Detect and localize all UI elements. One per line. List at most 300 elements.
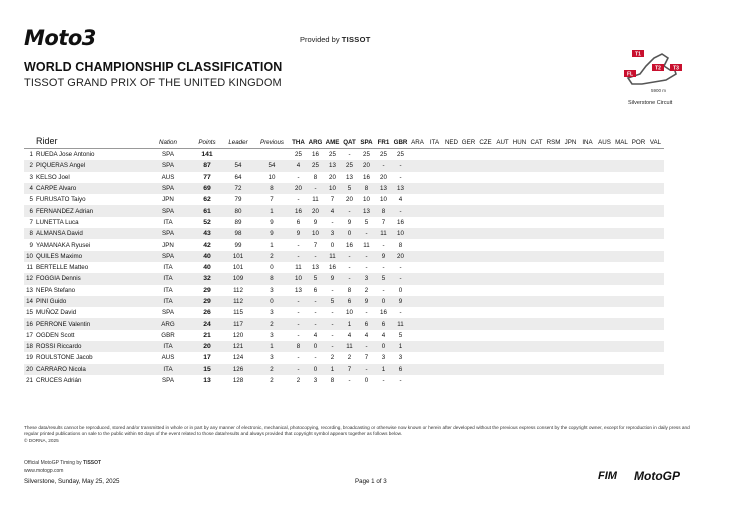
round-points: 7 <box>330 196 335 204</box>
round-points <box>494 239 511 250</box>
round-points <box>613 205 630 216</box>
round-points <box>596 285 613 296</box>
round-points: - <box>358 341 375 352</box>
round-points <box>511 172 528 183</box>
gap-to-previous: 0 <box>254 296 290 307</box>
round-points: 6 <box>375 318 392 329</box>
round-points <box>562 307 579 318</box>
round-points <box>528 375 545 386</box>
rider-name: FURUSATO Taiyo <box>36 196 86 204</box>
rider-points: 77 <box>203 173 211 181</box>
round-points <box>545 149 562 161</box>
round-points: - <box>341 251 358 262</box>
round-points: 7 <box>341 364 358 375</box>
gap-to-leader <box>222 149 254 161</box>
round-points <box>579 341 596 352</box>
round-points: 1 <box>392 341 409 352</box>
round-points <box>562 251 579 262</box>
gap-to-leader: 124 <box>232 354 244 362</box>
round-points <box>579 318 596 329</box>
round-points <box>494 285 511 296</box>
round-points <box>545 262 562 273</box>
round-points <box>443 205 460 216</box>
round-points <box>443 251 460 262</box>
round-points: 16 <box>380 309 387 317</box>
gap-to-leader: 121 <box>222 341 254 352</box>
table-row <box>24 251 664 262</box>
rider-nation: AUS <box>161 354 175 362</box>
round-points <box>460 228 477 239</box>
round-points <box>528 307 545 318</box>
round-points <box>647 239 664 250</box>
rider-position: 17 <box>26 331 33 339</box>
column-header-round: SPA <box>358 132 375 149</box>
gap-to-previous: 2 <box>270 377 274 385</box>
round-points <box>460 273 477 284</box>
round-points <box>443 375 460 386</box>
column-header-round: CAT <box>528 132 545 149</box>
table-row <box>24 194 664 205</box>
round-points: 8 <box>358 183 375 194</box>
round-points <box>477 296 494 307</box>
column-header-round: AME <box>324 132 341 149</box>
rider-name: KELSO Joel <box>36 173 70 181</box>
rider-position: 12 <box>24 273 36 284</box>
rider-position: 3 <box>29 173 33 181</box>
round-points <box>528 194 545 205</box>
gap-to-previous: 8 <box>254 273 290 284</box>
round-points <box>528 341 545 352</box>
round-points <box>443 262 460 273</box>
round-points <box>579 352 596 363</box>
rider-nation: ITA <box>163 286 173 294</box>
rider-position: 6 <box>24 205 36 216</box>
table-header-row <box>24 132 664 149</box>
round-points <box>409 273 426 284</box>
round-points <box>528 160 545 171</box>
column-header-round: INA <box>579 132 596 149</box>
round-points <box>613 251 630 262</box>
timing-label: Official MotoGP Timing by <box>24 460 82 466</box>
round-points: 6 <box>296 218 301 226</box>
column-header-round: POR <box>630 132 647 149</box>
rider-nation: ITA <box>144 296 192 307</box>
round-points <box>596 296 613 307</box>
round-points: 4 <box>313 331 318 339</box>
round-points <box>426 194 443 205</box>
round-points <box>460 149 477 161</box>
round-points <box>494 262 511 273</box>
round-points <box>511 285 528 296</box>
column-header-points: Points <box>192 132 222 149</box>
round-points: 11 <box>341 341 358 352</box>
round-points: 5 <box>324 296 341 307</box>
gap-to-previous: 1 <box>270 241 274 249</box>
rider-name: PERRONE Valentin <box>36 318 144 329</box>
round-points <box>528 251 545 262</box>
round-points <box>528 352 545 363</box>
round-points: - <box>382 241 385 249</box>
round-points <box>426 273 443 284</box>
rider-name: YAMANAKA Ryusei <box>36 241 91 249</box>
round-points <box>494 194 511 205</box>
round-points: 2 <box>296 377 301 385</box>
round-points <box>630 239 647 250</box>
round-points <box>579 251 596 262</box>
round-points <box>613 262 630 273</box>
round-points <box>409 296 426 307</box>
round-points <box>511 296 528 307</box>
round-points: - <box>307 296 324 307</box>
round-points <box>494 205 511 216</box>
table-row <box>24 318 664 329</box>
round-points <box>562 262 579 273</box>
rider-position: 5 <box>29 196 33 204</box>
round-points <box>511 183 528 194</box>
round-points: - <box>307 318 324 329</box>
round-points <box>596 149 613 161</box>
round-points <box>477 183 494 194</box>
round-points: 25 <box>363 151 370 159</box>
rider-position: 1 <box>29 151 33 159</box>
round-points <box>511 273 528 284</box>
column-header-round: ARA <box>409 132 426 149</box>
rider-nation: SPA <box>144 183 192 194</box>
round-points <box>545 364 562 375</box>
round-points: 10 <box>346 309 353 317</box>
round-points <box>426 307 443 318</box>
rider-nation: ITA <box>144 273 192 284</box>
round-points <box>562 341 579 352</box>
round-points <box>426 352 443 363</box>
round-points <box>460 364 477 375</box>
round-points <box>647 205 664 216</box>
round-points: 13 <box>392 183 409 194</box>
round-points <box>545 172 562 183</box>
rider-points: 42 <box>203 241 211 249</box>
gap-to-previous: 2 <box>254 251 290 262</box>
round-points: 5 <box>364 218 369 226</box>
round-points <box>562 228 579 239</box>
round-points: - <box>324 341 341 352</box>
round-points <box>630 228 647 239</box>
round-points <box>409 330 426 341</box>
round-points: - <box>399 377 402 385</box>
round-points: 20 <box>307 205 324 216</box>
round-points <box>477 194 494 205</box>
gap-to-leader: 101 <box>232 264 244 272</box>
round-points <box>477 239 494 250</box>
round-points: 10 <box>363 196 370 204</box>
round-points <box>426 341 443 352</box>
round-points: - <box>324 318 341 329</box>
gap-to-leader: 89 <box>234 218 242 226</box>
round-points <box>630 251 647 262</box>
round-points <box>579 160 596 171</box>
round-points <box>613 296 630 307</box>
round-points <box>511 228 528 239</box>
round-points <box>409 194 426 205</box>
gap-to-previous: 0 <box>270 264 274 272</box>
round-points: 5 <box>398 331 403 339</box>
round-points: - <box>358 251 375 262</box>
round-points <box>579 194 596 205</box>
round-points: 16 <box>329 264 336 272</box>
round-points: 10 <box>307 228 324 239</box>
round-points <box>647 318 664 329</box>
rider-points: 29 <box>192 296 222 307</box>
rider-points: 43 <box>192 228 222 239</box>
rider-points: 20 <box>192 341 222 352</box>
round-points: 13 <box>375 183 392 194</box>
table-row <box>24 262 664 273</box>
rider-nation: ITA <box>144 341 192 352</box>
round-points: 5 <box>307 273 324 284</box>
round-points <box>545 251 562 262</box>
motogp-logo: MotoGP <box>634 469 680 483</box>
rider-name: NEPA Stefano <box>36 286 76 294</box>
rider-points: 61 <box>192 205 222 216</box>
round-points: 13 <box>295 286 302 294</box>
round-points: - <box>392 205 409 216</box>
round-points <box>613 217 630 228</box>
round-points <box>443 194 460 205</box>
gap-to-leader: 112 <box>222 296 254 307</box>
round-points <box>511 330 528 341</box>
rider-position: 15 <box>26 309 33 317</box>
round-points <box>630 341 647 352</box>
round-points <box>647 273 664 284</box>
round-points <box>630 205 647 216</box>
round-points <box>426 251 443 262</box>
round-points <box>477 149 494 161</box>
round-points <box>545 194 562 205</box>
round-points <box>562 318 579 329</box>
round-points: 0 <box>375 341 392 352</box>
rider-position: 21 <box>26 377 33 385</box>
round-points <box>579 375 596 386</box>
round-points: 16 <box>346 241 353 249</box>
column-header-round: ITA <box>426 132 443 149</box>
round-points <box>528 273 545 284</box>
round-points: 11 <box>375 228 392 239</box>
round-points: - <box>297 331 300 339</box>
round-points <box>460 160 477 171</box>
standings-body <box>24 149 664 387</box>
circuit-map-icon <box>618 44 688 92</box>
round-points: 11 <box>295 264 302 272</box>
round-points <box>494 251 511 262</box>
column-header-round: AUS <box>596 132 613 149</box>
sector-label-t3: T3 <box>673 65 679 72</box>
rider-nation: ITA <box>163 218 173 226</box>
round-points <box>511 364 528 375</box>
round-points: - <box>365 309 368 317</box>
round-points <box>596 330 613 341</box>
round-points <box>494 172 511 183</box>
round-points <box>511 375 528 386</box>
gap-to-previous: 8 <box>254 183 290 194</box>
round-points <box>443 160 460 171</box>
finish-line-label: FL <box>626 71 634 78</box>
gap-to-leader: 128 <box>232 377 244 385</box>
round-points <box>613 228 630 239</box>
round-points <box>426 183 443 194</box>
rider-points: 26 <box>203 309 211 317</box>
round-points <box>477 330 494 341</box>
round-points <box>409 352 426 363</box>
round-points: 3 <box>381 354 386 362</box>
rider-nation: SPA <box>162 377 174 385</box>
round-points <box>409 285 426 296</box>
round-points: 25 <box>307 160 324 171</box>
round-points <box>494 330 511 341</box>
round-points <box>596 172 613 183</box>
round-points <box>545 183 562 194</box>
round-points <box>460 262 477 273</box>
round-points: - <box>399 264 402 272</box>
rider-nation: SPA <box>144 228 192 239</box>
round-points <box>562 160 579 171</box>
round-points <box>579 172 596 183</box>
round-points <box>630 183 647 194</box>
round-points: 1 <box>341 318 358 329</box>
gap-to-previous: 3 <box>270 354 274 362</box>
round-points <box>630 160 647 171</box>
round-points <box>613 285 630 296</box>
round-points <box>426 262 443 273</box>
round-points: - <box>297 173 300 181</box>
round-points <box>511 251 528 262</box>
round-points: 20 <box>392 251 409 262</box>
rider-nation: SPA <box>144 205 192 216</box>
round-points: 4 <box>290 160 307 171</box>
round-points <box>443 318 460 329</box>
tissot-logo: TISSOT <box>341 35 371 44</box>
rider-name: PINI Guido <box>36 296 144 307</box>
gap-to-previous: 2 <box>254 318 290 329</box>
gap-to-leader: 99 <box>234 241 242 249</box>
round-points <box>443 341 460 352</box>
round-points <box>409 217 426 228</box>
rider-position: 18 <box>24 341 36 352</box>
round-points: 0 <box>307 364 324 375</box>
column-header-round: FR1 <box>375 132 392 149</box>
round-points: 11 <box>363 241 370 249</box>
round-points <box>562 364 579 375</box>
round-points: 0 <box>375 296 392 307</box>
round-points <box>477 251 494 262</box>
round-points: 25 <box>397 151 404 159</box>
round-points: 20 <box>358 160 375 171</box>
round-points: 16 <box>290 205 307 216</box>
rider-name: CARPE Alvaro <box>36 183 144 194</box>
page-subtitle: TISSOT GRAND PRIX OF THE UNITED KINGDOM <box>24 77 282 89</box>
round-points: - <box>382 286 385 294</box>
rider-name: FOGGIA Dennis <box>36 273 144 284</box>
official-timing <box>24 460 101 466</box>
circuit-length: 5900 m <box>651 88 667 93</box>
rider-points: 15 <box>192 364 222 375</box>
round-points <box>409 318 426 329</box>
round-points: - <box>382 264 385 272</box>
gap-to-leader: 79 <box>234 196 242 204</box>
round-points <box>528 296 545 307</box>
round-points <box>511 307 528 318</box>
round-points <box>460 183 477 194</box>
rider-points: 87 <box>192 160 222 171</box>
rider-nation: SPA <box>162 309 174 317</box>
column-header-round: HUN <box>511 132 528 149</box>
round-points <box>409 183 426 194</box>
round-points <box>477 205 494 216</box>
round-points <box>613 183 630 194</box>
column-header-round: JPN <box>562 132 579 149</box>
sector-label-t1: T1 <box>635 51 641 58</box>
rider-position: 8 <box>24 228 36 239</box>
gap-to-leader: 126 <box>222 364 254 375</box>
round-points <box>460 217 477 228</box>
round-points: 3 <box>324 228 341 239</box>
rider-points: 52 <box>203 218 211 226</box>
table-row <box>24 239 664 250</box>
round-points: 6 <box>358 318 375 329</box>
round-points <box>613 239 630 250</box>
round-points <box>630 285 647 296</box>
round-points: 13 <box>312 264 319 272</box>
rider-points: 21 <box>203 331 211 339</box>
rider-nation: GBR <box>161 331 175 339</box>
round-points <box>494 352 511 363</box>
round-points: 16 <box>312 151 319 159</box>
round-points <box>596 228 613 239</box>
rider-name: ROSSI Riccardo <box>36 341 144 352</box>
round-points <box>528 149 545 161</box>
round-points <box>613 330 630 341</box>
round-points <box>579 330 596 341</box>
rider-position: 14 <box>24 296 36 307</box>
round-points <box>409 375 426 386</box>
column-header-round: MAL <box>613 132 630 149</box>
round-points: 1 <box>324 364 341 375</box>
table-row <box>24 364 664 375</box>
column-header-round: CZE <box>477 132 494 149</box>
round-points <box>460 194 477 205</box>
rider-name: ROULSTONE Jacob <box>36 354 93 362</box>
round-points <box>528 205 545 216</box>
round-points <box>511 341 528 352</box>
round-points: 4 <box>364 331 369 339</box>
round-points <box>528 183 545 194</box>
round-points <box>477 352 494 363</box>
round-points <box>443 228 460 239</box>
round-points <box>562 375 579 386</box>
round-points <box>596 352 613 363</box>
round-points <box>647 285 664 296</box>
gap-to-previous: 3 <box>270 309 274 317</box>
round-points: - <box>314 309 317 317</box>
round-points <box>562 296 579 307</box>
round-points <box>613 194 630 205</box>
gap-to-leader: 109 <box>222 273 254 284</box>
rider-nation: SPA <box>144 251 192 262</box>
round-points: 25 <box>329 151 336 159</box>
rider-position: 13 <box>26 286 33 294</box>
round-points <box>443 285 460 296</box>
round-points: 8 <box>375 205 392 216</box>
round-points: 8 <box>313 173 318 181</box>
round-points <box>613 160 630 171</box>
